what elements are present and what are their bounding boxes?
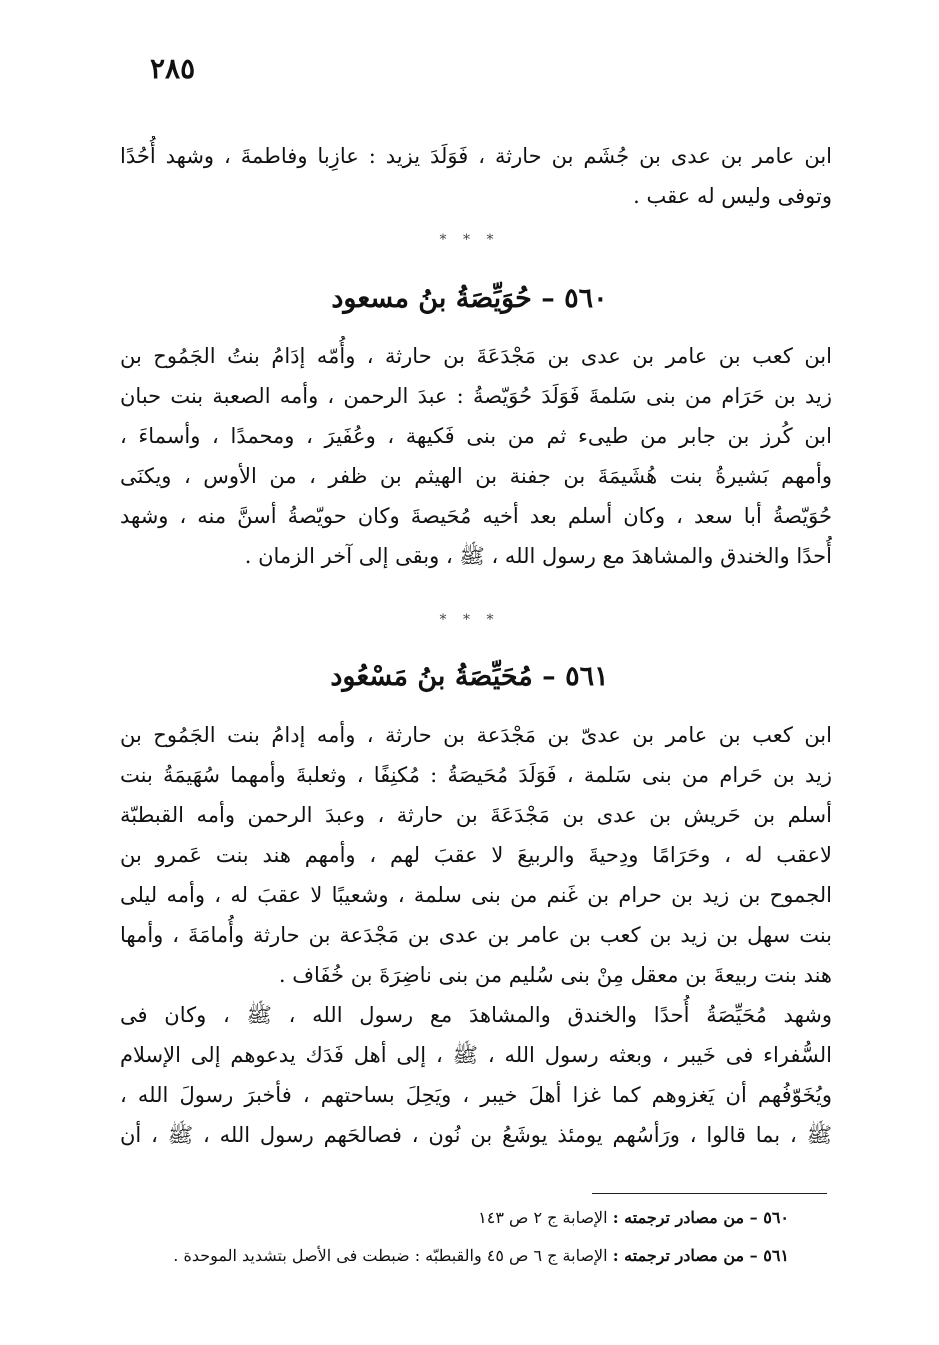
text-line: هند بنت ربيعةَ بن معقل مِنْ بنى سُليم من بنى ناضِرَةَ بن خُفَاف .: [278, 963, 832, 987]
text-line: وشهد مُحَيِّصَةُ أُحدًا والخندق والمشاهدَ مع رسول الله ، ﷺ ، وكان فى: [120, 1003, 832, 1027]
text-line: زيد بن حَرَام من بنى سَلمةَ فَوَلَدَ حُوَيّصةُ : عبدَ الرحمن ، وأمه الصعبة بنت حبان: [120, 384, 832, 408]
footnote-label: ٥٦٠ – من مصادر ترجمته :: [612, 1208, 789, 1227]
text-line: الجموح بن زيد بن حرام بن غَنم من بنى سلمة ، وشعيبًا لا عقبَ له ، وأمه ليلى: [120, 883, 832, 907]
entry-560-paragraph: [120, 336, 832, 576]
text-line: ﷺ ، بما قالوا ، ورَأسُهم يومئذ يوشَعُ بن نُون ، فصالحَهم رسول الله ، ﷺ ، أن: [120, 1123, 832, 1147]
text-line: أُحدًا والخندق والمشاهدَ مع رسول الله ، ﷺ ، وبقى إلى آخر الزمان .: [244, 544, 832, 568]
footnote-text: الإصابة ج ٦ ص ٤٥ والقبطبّه : ضبطت فى الأصل بتشديد الموحدة .: [173, 1246, 608, 1265]
intro-paragraph: [120, 136, 832, 216]
text-line: زيد بن حَرام من بنى سَلمة ، فَوَلَدَ مُحَيصَةُ : مُكنِفًا ، وثعلبةَ وأمهما سُهَيمَةُ بنت: [120, 763, 832, 787]
section-separator: * * *: [439, 232, 500, 248]
text-line: أسلم بن حَريش بن عدى بن مَجْدَعَةَ بن حارثة ، وعبدَ الرحمن وأمه القبطبّة: [120, 803, 832, 827]
footnote-561: [173, 1246, 789, 1265]
text-line: ابن عامر بن عدى بن جُشَم بن حارثة ، فَوَلَدَ يزيد : عازِبا وفاطمةَ ، وشهد أُحُدًا: [120, 144, 832, 168]
footnote-rule: [592, 1193, 827, 1194]
text-line: ابن كعب بن عامر بن عدىّ بن مَجْدَعة بن حارثة ، وأمه إدامُ بنت الجَمُوح بن: [120, 723, 832, 747]
text-line: بنت سهل بن زيد بن كعب بن عامر بن عدى بن مَجْدَعة بن حارثة وأُمامَةَ ، وأمها: [120, 923, 832, 947]
text-line: وأمهم بَشيرةُ بنت هُشَيمَةَ بن جفنة بن الهيثم بن ظفر ، من الأوس ، ويكنَى: [120, 464, 832, 488]
text-line: السُّفراء فى خَيبر ، وبعثه رسول الله ، ﷺ ، إلى أهل فَدَك يدعوهم إلى الإسلام: [120, 1043, 832, 1067]
section-separator: * * *: [439, 612, 500, 628]
entry-561-heading: ٥٦١ – مُحَيِّصَةُ بنُ مَسْعُود: [330, 661, 609, 692]
text-line: وتوفى وليس له عقب .: [633, 184, 832, 208]
entry-561-paragraph: [120, 715, 832, 1155]
page-number: ٢٨٥: [150, 52, 196, 85]
footnote-label: ٥٦١ – من مصادر ترجمته :: [612, 1246, 789, 1265]
text-line: ابن كعب بن عامر بن عدى بن مَجْدَعَةَ بن حارثة ، وأُمّه إدَامُ بنتُ الجَمُوح بن: [120, 344, 832, 368]
footnote-text: الإصابة ج ٢ ص ١٤٣: [478, 1208, 608, 1227]
text-line: ويُخَوّفُهم أن يَغزوهم كما غزا أهلَ خيبر ، ويَحِلَ بساحتهم ، فأخبرَ رسولَ الله ،: [120, 1083, 832, 1107]
text-line: لاعقب له ، وحَرَامًا ودِحيةَ والربيعَ لا عقبَ لهم ، وأمهم هند بنت عَمرو بن: [120, 843, 832, 867]
text-line: ابن كُرز بن جابر من طيىء ثم من بنى فَكيهة ، وعُفَيرَ ، ومحمدًا ، وأسماءَ ،: [120, 424, 832, 448]
entry-560-heading: ٥٦٠ – حُوَيِّصَةُ بنُ مسعود: [331, 283, 608, 314]
text-line: حُوَيّصةُ أبا سعد ، وكان أسلم بعد أخيه مُحَيصةَ وكان حويّصةُ أسنَّ منه ، وشهد: [120, 504, 832, 528]
footnote-560: [478, 1208, 789, 1227]
